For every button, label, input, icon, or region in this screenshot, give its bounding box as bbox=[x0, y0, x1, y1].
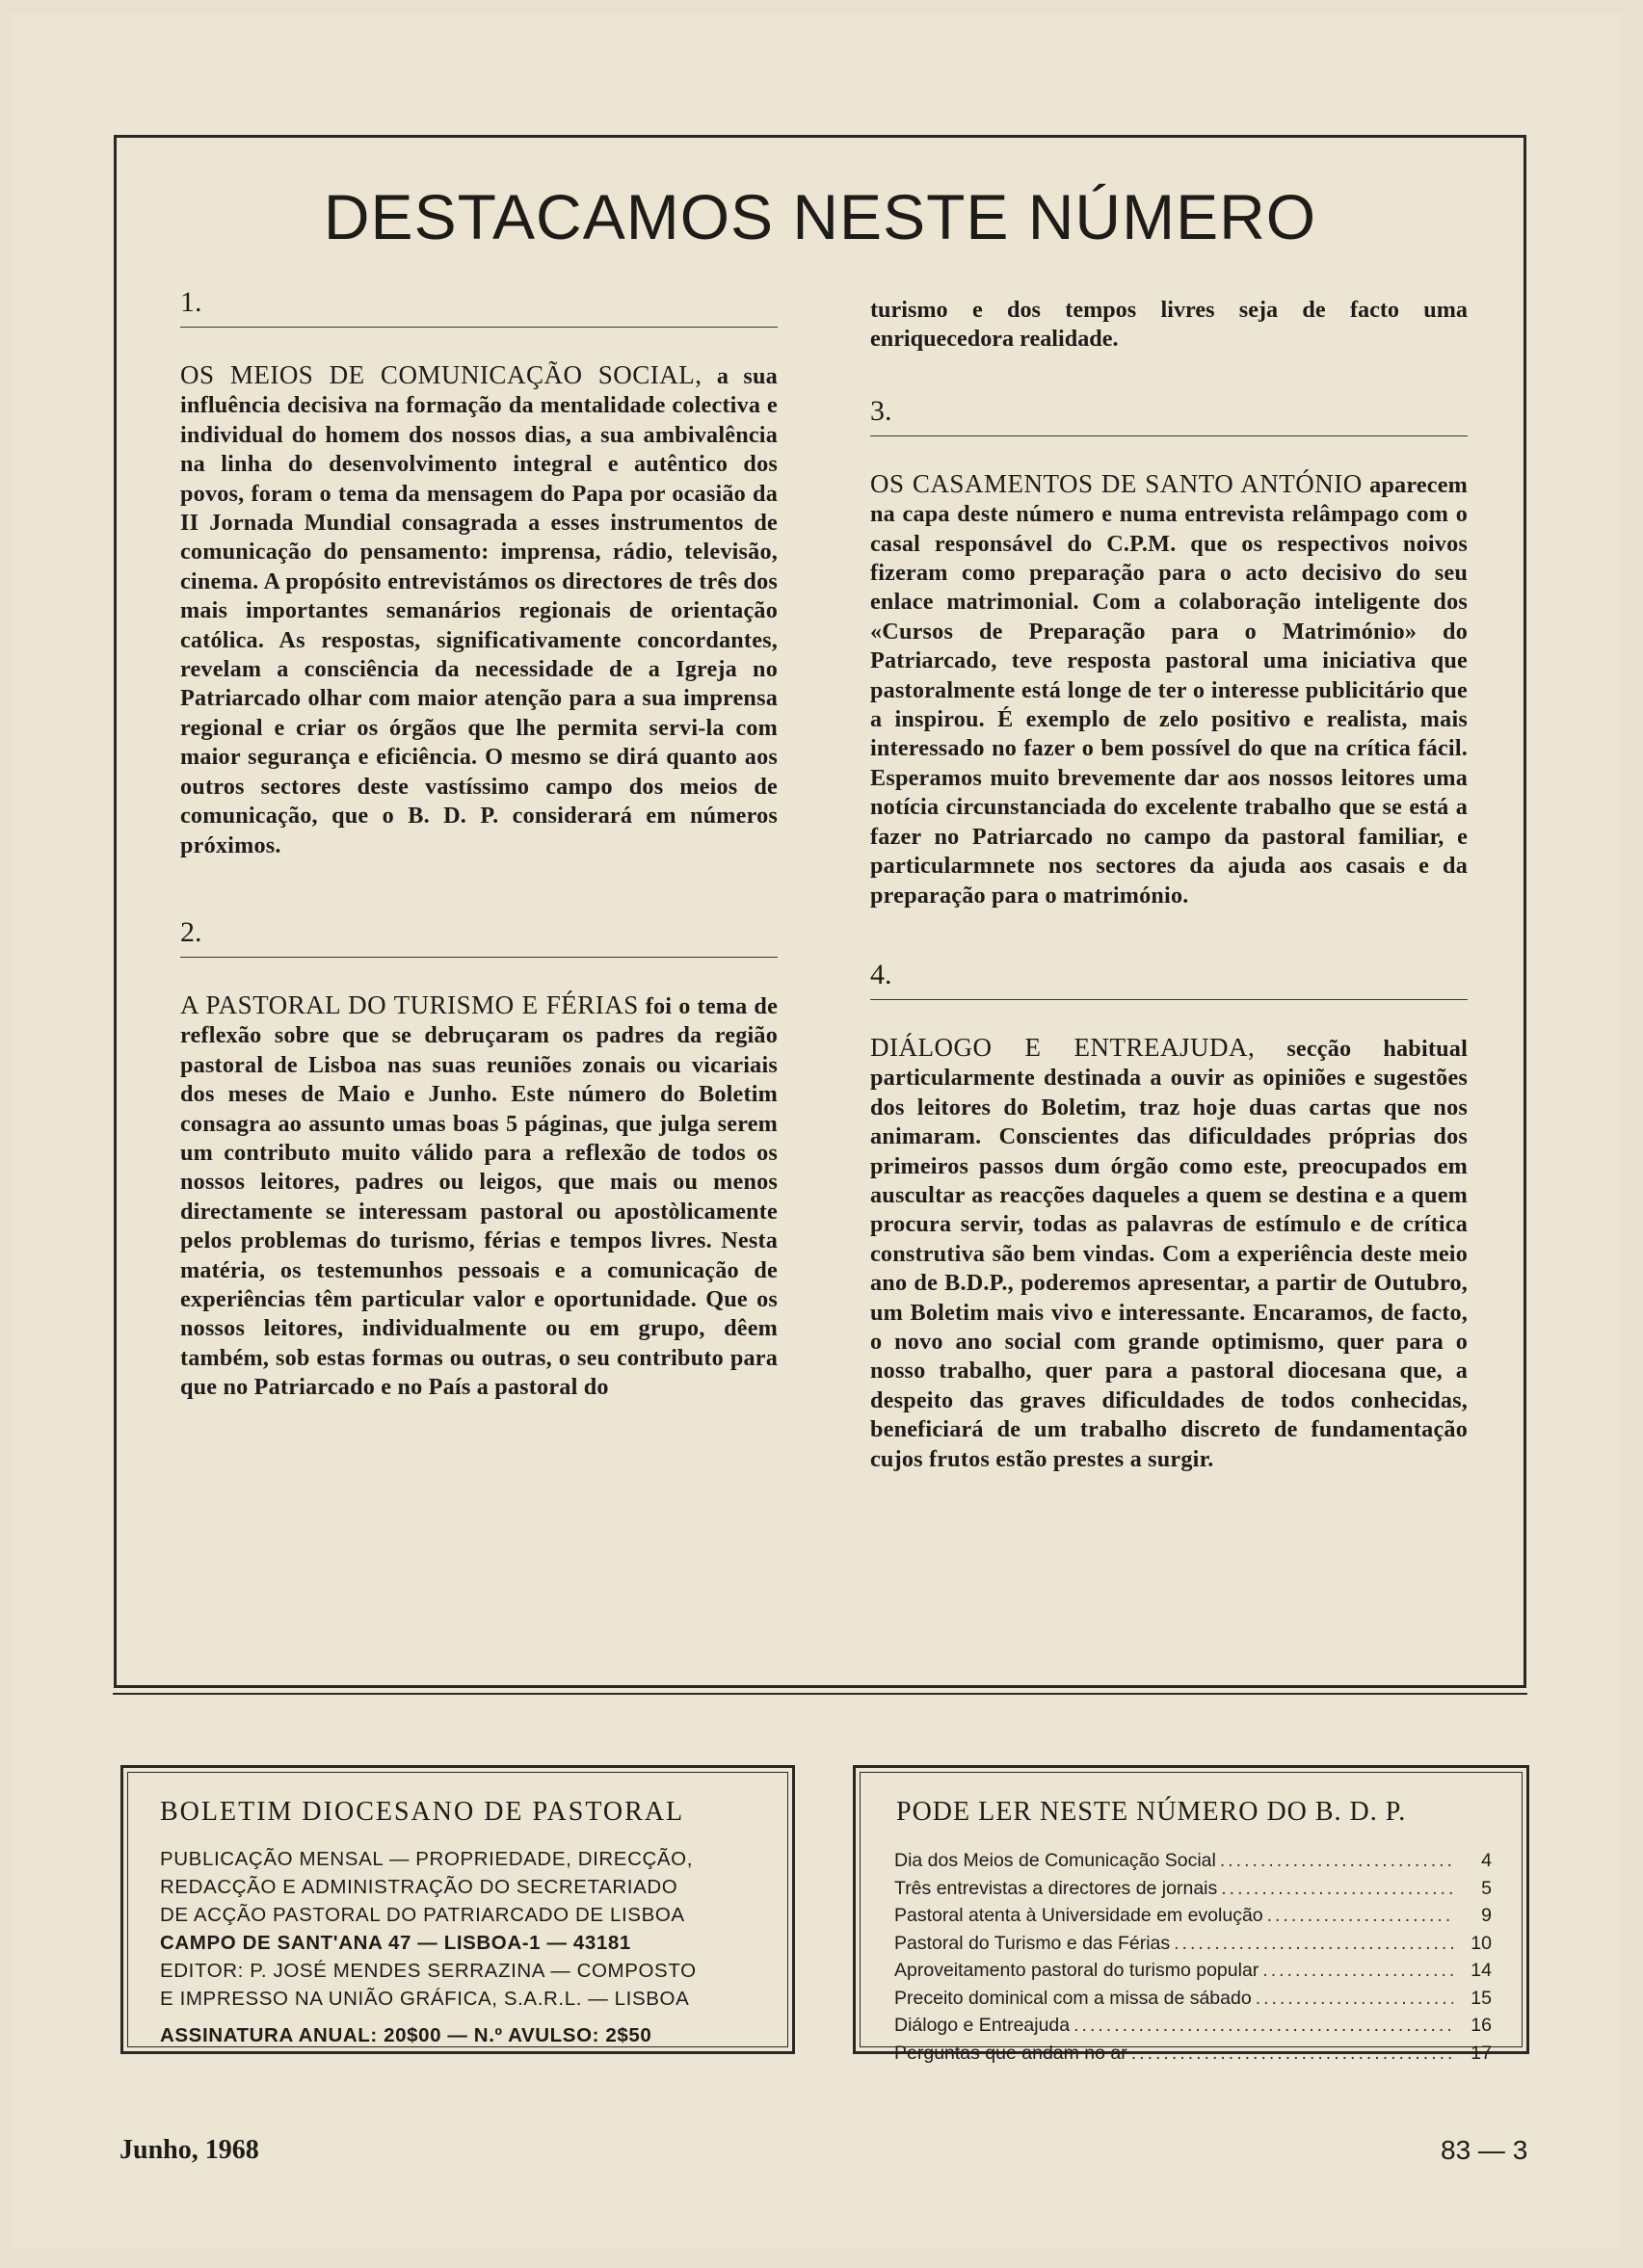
section-lead: DIÁLOGO E ENTREAJUDA, bbox=[870, 1032, 1256, 1062]
section-2-continuation: turismo e dos tempos livres seja de facto uma enriquecedora realidade. bbox=[870, 297, 1468, 353]
page-number: 83 — 3 bbox=[1441, 2135, 1528, 2165]
section-lead: A PASTORAL DO TURISMO E FÉRIAS bbox=[180, 989, 639, 1019]
contents-item-label: Diálogo e Entreajuda bbox=[894, 2015, 1071, 2036]
section-body bbox=[870, 1033, 1468, 1474]
contents-item-page: 5 bbox=[1481, 1877, 1492, 1899]
imprint-line: E IMPRESSO NA UNIÃO GRÁFICA, S.A.R.L. — LISBOA bbox=[160, 1988, 690, 2010]
section-4 bbox=[870, 959, 1468, 1474]
contents-item[interactable] bbox=[894, 1847, 1492, 1875]
section-2 bbox=[180, 916, 778, 1403]
contents-item[interactable] bbox=[894, 1985, 1492, 2013]
leader-dots bbox=[1259, 1957, 1453, 1985]
imprint-title: BOLETIM DIOCESANO DE PASTORAL bbox=[160, 1797, 685, 1827]
contents-item-label: Aproveitamento pastoral do turismo popular bbox=[894, 1960, 1259, 1981]
section-3 bbox=[870, 395, 1468, 910]
contents-item-page: 16 bbox=[1471, 2015, 1492, 2036]
section-text: foi o tema de reflexão sobre que se debruçaram os padres da região pastoral de Lisboa nas suas reuniões zonais ou vicariais dos meses de Maio e Junho. Este número do Boletim consagra ao assunto umas boas 5 páginas, que julga serem um contributo muito válido para a reflexão de todos os nossos leitores, padres ou leigos, que mais ou menos directamente se interessam pastoral ou apostòlicamente pelos problemas do turismo, férias e tempos livres. Nesta matéria, os testemunhos pessoais e a comunicação de experiências têm particular valor e oportunidade. Que os nossos leitores, individualmente ou em grupo, dêem também, sob estas formas ou outras, o seu contributo para que no Patriarcado e no País a pastoral do bbox=[180, 992, 779, 1401]
section-body bbox=[180, 990, 778, 1403]
leader-dots bbox=[1216, 1847, 1453, 1875]
section-1 bbox=[180, 286, 778, 860]
section-text: a sua influência decisiva na formação da mentalidade colectiva e individual do homem dos nossos dias, a sua ambivalência na linha do desenvolvimento integral e autêntico dos povos, foram o tema da mensagem do Papa por ocasião da II Jornada Mundial consagrada a esses instrumentos de comunicação do pensamento: imprensa, rádio, televisão, cinema. A propósito entrevistámos os directores de três dos mais importantes semanários regionais de orientação católica. As respostas, significativamente concordantes, revelam a consciência da necessidade de a Igreja no Patriarcado olhar com maior atenção para a sua imprensa regional e criar os órgãos que lhe permita servi-la com maior segurança e eficiência. O mesmo se dirá quanto aos outros sectores deste vastíssimo campo dos meios de comunicação, que o B. D. P. considerará em números próximos. bbox=[180, 363, 778, 858]
contents-item-label: Pastoral do Turismo e das Férias bbox=[894, 1932, 1171, 1954]
imprint-address: CAMPO DE SANT'ANA 47 — LISBOA-1 — 43181 bbox=[160, 1932, 631, 1954]
leader-dots bbox=[1127, 2040, 1453, 2068]
contents-item-page: 17 bbox=[1471, 2042, 1492, 2064]
contents-item-label: Preceito dominical com a missa de sábado bbox=[894, 1987, 1252, 2009]
section-lead: OS CASAMENTOS DE SANTO ANTÓNIO bbox=[870, 468, 1363, 498]
issue-date: Junho, 1968 bbox=[119, 2135, 259, 2165]
contents-item-label: Dia dos Meios de Comunicação Social bbox=[894, 1850, 1216, 1871]
section-body bbox=[180, 360, 778, 860]
contents-item[interactable] bbox=[894, 1902, 1492, 1930]
imprint-text bbox=[160, 1845, 757, 2049]
section-number: 1. bbox=[180, 286, 778, 328]
section-lead: OS MEIOS DE COMUNICAÇÃO SOCIAL, bbox=[180, 360, 702, 389]
contents-item[interactable] bbox=[894, 1930, 1492, 1958]
leader-dots bbox=[1252, 1985, 1453, 2013]
contents-box bbox=[853, 1765, 1529, 2064]
imprint-line: PUBLICAÇÃO MENSAL — PROPRIEDADE, DIRECÇÃO, bbox=[160, 1848, 693, 1870]
leader-dots bbox=[1070, 2012, 1453, 2040]
subscription-price: ASSINATURA ANUAL: 20$00 — N.º AVULSO: 2$50 bbox=[160, 2024, 652, 2046]
contents-item[interactable] bbox=[894, 1957, 1492, 1985]
contents-item[interactable] bbox=[894, 1875, 1492, 1903]
section-text: aparecem na capa deste número e numa entrevista relâmpago com o casal responsável do C.P.M. que os respectivos noivos fizeram como preparação para o acto decisivo do seu enlace matrimonial. Com a colaboração inteligente dos «Cursos de Preparação para o Matrimónio» do Patriarcado, teve resposta pastoral uma iniciativa que pastoralmente está longe de ter o interesse publicitário que a inspirou. É exemplo de zelo positivo e realista, mais interessado no fazer o bem possível do que na crítica fácil. Esperamos muito brevemente dar aos nossos leitores uma notícia circunstanciada do excelente trabalho que se está a fazer no Patriarcado no campo da pastoral familiar, e particularmnete nos sectores da ajuda aos casais e da preparação para o matrimónio. bbox=[870, 471, 1468, 909]
leader-dots bbox=[1217, 1875, 1453, 1903]
headline: DESTACAMOS NESTE NÚMERO bbox=[323, 181, 1317, 252]
contents-item-page: 4 bbox=[1481, 1850, 1492, 1871]
contents-item[interactable] bbox=[894, 2012, 1492, 2040]
contents-item-page: 9 bbox=[1481, 1905, 1492, 1926]
section-number: 3. bbox=[870, 395, 1468, 436]
imprint-line: REDACÇÃO E ADMINISTRAÇÃO DO SECRETARIADO bbox=[160, 1876, 678, 1898]
contents-item-label: Três entrevistas a directores de jornais bbox=[894, 1877, 1218, 1899]
contents-title: PODE LER NESTE NÚMERO DO B. D. P. bbox=[896, 1797, 1407, 1827]
section-body bbox=[870, 469, 1468, 910]
leader-dots bbox=[1170, 1930, 1453, 1958]
contents-item-page: 14 bbox=[1471, 1960, 1492, 1981]
contents-item[interactable] bbox=[894, 2040, 1492, 2068]
contents-item-page: 10 bbox=[1471, 1932, 1492, 1954]
imprint-line: EDITOR: P. JOSÉ MENDES SERRAZINA — COMPOSTO bbox=[160, 1960, 697, 1982]
contents-item-label: Perguntas que andam no ar bbox=[894, 2042, 1127, 2064]
contents-item-page: 15 bbox=[1471, 1987, 1492, 2009]
left-column bbox=[180, 286, 778, 1403]
section-number: 4. bbox=[870, 959, 1468, 1000]
leader-dots bbox=[1263, 1902, 1453, 1930]
contents-item-label: Pastoral atenta à Universidade em evolução bbox=[894, 1905, 1263, 1926]
right-column bbox=[870, 296, 1468, 1474]
contents-list bbox=[894, 1847, 1492, 2067]
imprint-line: DE ACÇÃO PASTORAL DO PATRIARCADO DE LISBOA bbox=[160, 1904, 685, 1926]
imprint-box bbox=[120, 1765, 795, 2054]
section-number: 2. bbox=[180, 916, 778, 958]
section-text: secção habitual particularmente destinada a ouvir as opiniões e sugestões dos leitores do Boletim, traz hoje duas cartas que nos animaram. Conscientes das dificuldades próprias dos primeiros passos dum órgão como este, preocupados em auscultar as reacções daqueles a quem se destina e a quem procura servir, todas as palavras de estímulo e de crítica construtiva são bem vindas. Com a experiência deste meio ano de B.D.P., poderemos apresentar, a partir de Outubro, um Boletim mais vivo e interessante. Encaramos, de facto, o novo ano social com grande optimismo, quer para o nosso trabalho, quer para a pastoral diocesana que, a despeito das graves dificuldades de todos conhecidas, beneficiará de um trabalho discreto de fundamentação cujos frutos estão prestes a surgir. bbox=[870, 1035, 1468, 1472]
highlights-box bbox=[114, 135, 1526, 1688]
